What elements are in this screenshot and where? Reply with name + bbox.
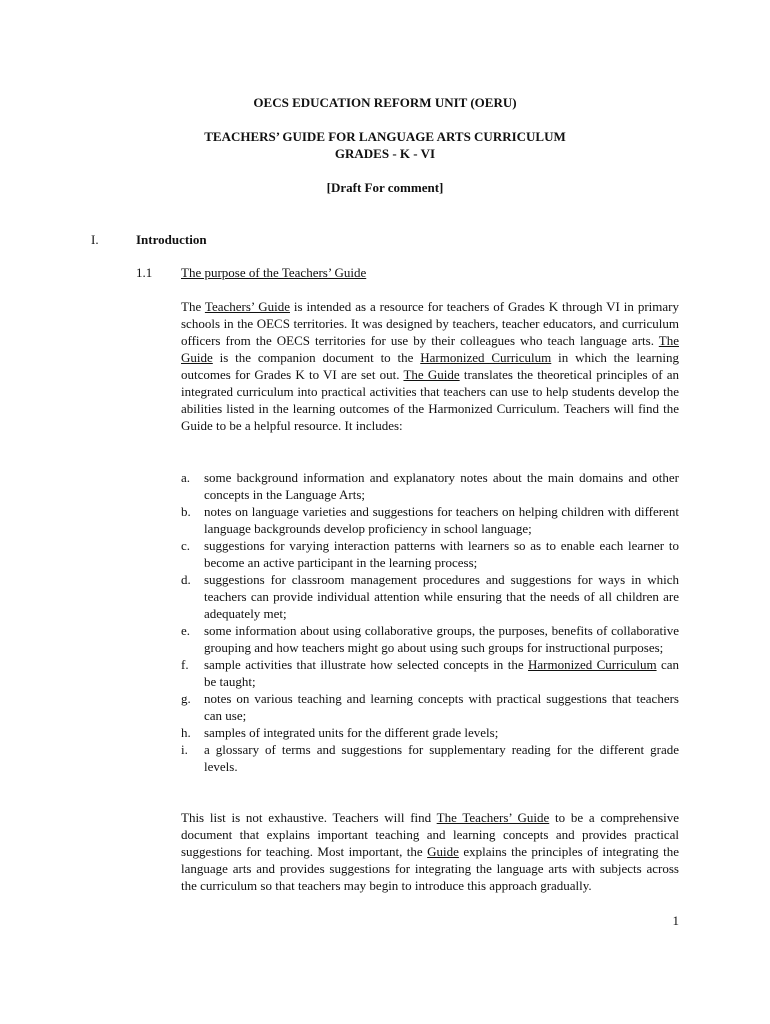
closing-text-2: to be a comprehensive document that explains important teaching and learning concepts and provides practical suggestions for teaching. Most important, the <box>181 810 680 859</box>
org-heading: OECS EDUCATION REFORM UNIT (OERU) <box>253 95 517 110</box>
list-text: notes on various teaching and learning concepts with practical suggestions that teachers can use; <box>204 691 679 723</box>
list-item <box>181 622 679 656</box>
list-item <box>181 690 679 724</box>
intro-text-4: in which the learning outcomes for Grades K to VI are set out. <box>181 350 680 382</box>
list-text-post: can be taught; <box>204 657 679 689</box>
intro-paragraph <box>181 298 679 434</box>
intro-ref-teachers-guide: Teachers’ Guide <box>204 299 290 314</box>
list-marker: b. <box>181 504 191 519</box>
closing-text-1: This list is not exhaustive. Teachers will find <box>181 810 437 825</box>
intro-ref-the-guide-2: The Guide <box>403 367 460 382</box>
list-text: a glossary of terms and suggestions for supplementary reading for the different grade levels. <box>204 742 679 774</box>
list-marker: d. <box>181 572 191 587</box>
list-ref-harmonized-curriculum: Harmonized Curriculum <box>527 657 657 672</box>
list-item <box>181 656 679 690</box>
list-marker: a. <box>181 470 191 485</box>
closing-paragraph <box>181 809 679 894</box>
intro-text-1: The <box>181 299 205 314</box>
list-item <box>181 724 679 741</box>
section-title: Introduction <box>136 232 207 247</box>
list-item <box>181 741 679 775</box>
intro-ref-the-guide: The Guide <box>181 333 679 365</box>
list-text: suggestions for classroom management procedures and suggestions for ways in which teachers can provide individual attention while ensuring that the needs of all children are adequately met; <box>204 572 679 621</box>
intro-ref-harmonized-curriculum: Harmonized Curriculum <box>420 350 552 365</box>
includes-list <box>181 469 679 775</box>
list-marker: e. <box>181 623 191 638</box>
title-line-1: TEACHERS’ GUIDE FOR LANGUAGE ARTS CURRICULUM <box>204 129 566 144</box>
title-line-2: GRADES - K - VI <box>334 146 436 161</box>
intro-text-2: is intended as a resource for teachers of Grades K through VI in primary schools in the OECS territories. It was designed by teachers, teacher educators, and curriculum officers from the OECS territories for use by their colleagues who teach language arts. <box>181 299 679 348</box>
page-number: 1 <box>672 913 679 928</box>
list-text: some information about using collaborative groups, the purposes, benefits of collaborative grouping and how teachers might go about using such groups for instructional purposes; <box>204 623 679 655</box>
subsection-number: 1.1 <box>136 265 153 280</box>
list-text: notes on language varieties and suggestions for teachers on helping children with different language backgrounds develop proficiency in school language; <box>204 504 679 536</box>
section-number: I. <box>91 232 99 247</box>
list-marker: g. <box>181 691 191 706</box>
list-item <box>181 503 679 537</box>
list-item <box>181 469 679 503</box>
list-item <box>181 537 679 571</box>
intro-text-3: is the companion document to the <box>212 350 421 365</box>
list-text: some background information and explanatory notes about the main domains and other concepts in the Language Arts; <box>204 470 679 502</box>
list-text: samples of integrated units for the different grade levels; <box>204 725 499 740</box>
list-item <box>181 571 679 622</box>
intro-text-5: translates the theoretical principles of an integrated curriculum into practical activities that teachers can use to help students develop the abilities listed in the learning outcomes of the Harmonized Curriculum. Teachers will find the Guide to be a helpful resource. It includes: <box>181 367 680 433</box>
closing-text-3: explains the principles of integrating the language arts and provides suggestions for integrating the language arts with subjects across the curriculum so that teachers may begin to introduce this approach gradually. <box>181 844 679 893</box>
subsection-title: The purpose of the Teachers’ Guide <box>181 265 367 280</box>
list-text-pre: sample activities that illustrate how selected concepts in the <box>204 657 528 672</box>
draft-label: [Draft For comment] <box>326 180 444 195</box>
list-marker: h. <box>181 725 191 740</box>
list-marker: i. <box>181 742 188 757</box>
list-marker: f. <box>181 657 189 672</box>
closing-ref-teachers-guide: The Teachers’ Guide <box>436 810 550 825</box>
closing-ref-guide: Guide <box>427 844 459 859</box>
list-text: suggestions for varying interaction patterns with learners so as to enable each learner to become an active participant in the learning process; <box>204 538 679 570</box>
list-marker: c. <box>181 538 191 553</box>
